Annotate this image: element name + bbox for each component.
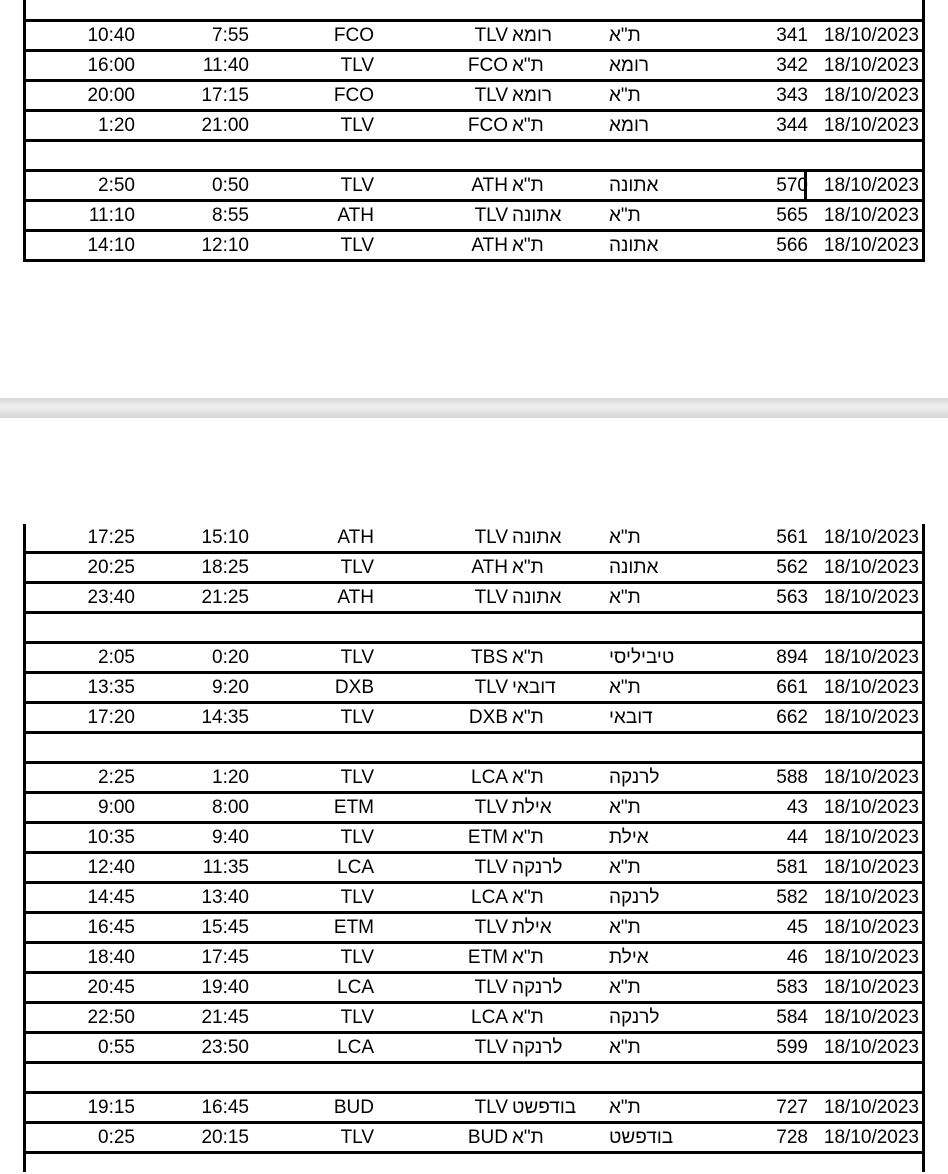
destination-code-cell: TLV — [340, 767, 374, 788]
departure-time-cell: 14:35 — [201, 707, 249, 728]
flight-number-cell: 599 — [776, 1037, 808, 1058]
destination-hebrew-cell: ת"א — [512, 557, 544, 578]
arrival-time-cell: 14:10 — [87, 235, 135, 256]
flight-date-cell: 18/10/2023 — [823, 917, 919, 938]
departure-time-cell: 17:45 — [201, 947, 249, 968]
origin-code-cell: FCO — [467, 55, 508, 76]
flight-number-cell: 342 — [776, 55, 808, 76]
flight-number-cell: 45 — [786, 917, 808, 938]
origin-code-cell: TBS — [471, 647, 508, 668]
destination-code-cell: TLV — [340, 707, 374, 728]
destination-code-cell: TLV — [340, 887, 374, 908]
flight-number-cell: 43 — [786, 797, 808, 818]
destination-code-cell: LCA — [337, 857, 374, 878]
destination-hebrew-cell: ת"א — [512, 115, 544, 136]
flight-number-cell: 341 — [776, 25, 808, 46]
table-row — [26, 644, 922, 674]
departure-time-cell: 11:40 — [202, 55, 249, 76]
document-page-2 — [0, 418, 948, 1174]
flight-date-cell: 18/10/2023 — [823, 85, 919, 106]
flight-number-cell: 343 — [776, 85, 808, 106]
destination-code-cell: LCA — [337, 1037, 374, 1058]
table-row — [26, 554, 922, 584]
flight-date-cell: 18/10/2023 — [823, 857, 919, 878]
destination-code-cell: BUD — [333, 1097, 374, 1118]
flight-date-cell: 18/10/2023 — [823, 205, 919, 226]
flight-date-cell: 18/10/2023 — [823, 1127, 919, 1148]
destination-hebrew-cell: ת"א — [512, 767, 544, 788]
origin-hebrew-cell: ת"א — [609, 917, 641, 938]
origin-hebrew-cell: טיביליסי — [609, 647, 675, 668]
table-row — [26, 172, 922, 202]
flight-date-cell: 18/10/2023 — [823, 1097, 919, 1118]
destination-code-cell: ATH — [337, 587, 374, 608]
flight-schedule-table-page-1 — [23, 0, 925, 262]
departure-time-cell: 8:00 — [212, 797, 249, 818]
origin-code-cell: TLV — [474, 205, 508, 226]
arrival-time-cell: 10:40 — [87, 25, 135, 46]
destination-code-cell: DXB — [334, 677, 374, 698]
origin-hebrew-cell: אתונה — [609, 175, 659, 196]
origin-code-cell: TLV — [474, 917, 508, 938]
destination-hebrew-cell: לרנקה — [512, 857, 563, 878]
departure-time-cell: 15:10 — [201, 527, 249, 548]
flight-date-cell: 18/10/2023 — [823, 767, 919, 788]
origin-code-cell: ATH — [471, 235, 508, 256]
origin-hebrew-cell: ת"א — [609, 587, 641, 608]
flight-number-cell: 46 — [786, 947, 808, 968]
arrival-time-cell: 14:45 — [87, 887, 135, 908]
table-row-spacer — [26, 1154, 922, 1172]
arrival-time-cell: 16:00 — [87, 55, 135, 76]
origin-hebrew-cell: ת"א — [609, 677, 641, 698]
flight-date-cell: 18/10/2023 — [823, 557, 919, 578]
flight-number-cell: 727 — [776, 1097, 808, 1118]
departure-time-cell: 0:50 — [212, 175, 249, 196]
table-row — [26, 82, 922, 112]
origin-code-cell: BUD — [467, 1127, 508, 1148]
origin-code-cell: LCA — [471, 767, 508, 788]
origin-hebrew-cell: ת"א — [609, 205, 641, 226]
destination-hebrew-cell: רומא — [512, 85, 553, 106]
departure-time-cell: 7:55 — [212, 25, 249, 46]
origin-hebrew-cell: לרנקה — [609, 1007, 660, 1028]
departure-time-cell: 23:50 — [201, 1037, 249, 1058]
destination-code-cell: LCA — [337, 977, 374, 998]
arrival-time-cell: 13:35 — [87, 677, 135, 698]
destination-hebrew-cell: ת"א — [512, 1127, 544, 1148]
arrival-time-cell: 0:55 — [98, 1037, 135, 1058]
destination-hebrew-cell: ת"א — [512, 827, 544, 848]
departure-time-cell: 16:45 — [201, 1097, 249, 1118]
arrival-time-cell: 0:25 — [98, 1127, 135, 1148]
table-row — [26, 22, 922, 52]
table-row-spacer — [26, 142, 922, 172]
flight-date-cell: 18/10/2023 — [823, 55, 919, 76]
origin-code-cell: TLV — [474, 1037, 508, 1058]
origin-hebrew-cell: ת"א — [609, 977, 641, 998]
flight-date-cell: 18/10/2023 — [823, 947, 919, 968]
arrival-time-cell: 23:40 — [87, 587, 135, 608]
flight-number-cell: 584 — [776, 1007, 808, 1028]
origin-code-cell: TLV — [474, 677, 508, 698]
flight-date-cell: 18/10/2023 — [823, 1007, 919, 1028]
flight-number-cell: 44 — [786, 827, 808, 848]
departure-time-cell: 21:45 — [201, 1007, 249, 1028]
arrival-time-cell: 20:00 — [87, 85, 135, 106]
destination-hebrew-cell: בודפשט — [512, 1097, 577, 1118]
destination-hebrew-cell: ת"א — [512, 947, 544, 968]
departure-time-cell: 18:25 — [201, 557, 249, 578]
destination-hebrew-cell: אתונה — [512, 205, 562, 226]
flight-date-cell: 18/10/2023 — [823, 647, 919, 668]
destination-code-cell: TLV — [340, 235, 374, 256]
origin-hebrew-cell: ת"א — [609, 85, 641, 106]
table-row-spacer — [26, 734, 922, 764]
table-row — [26, 854, 922, 884]
table-row-spacer — [26, 1064, 922, 1094]
table-row — [26, 824, 922, 854]
flight-number-cell: 562 — [776, 557, 808, 578]
flight-number-cell: 582 — [776, 887, 808, 908]
departure-time-cell: 17:15 — [201, 85, 249, 106]
origin-code-cell: FCO — [467, 115, 508, 136]
origin-hebrew-cell: אתונה — [609, 557, 659, 578]
table-row — [26, 704, 922, 734]
arrival-time-cell: 18:40 — [87, 947, 135, 968]
origin-hebrew-cell: בודפשט — [609, 1127, 674, 1148]
table-row — [26, 232, 922, 262]
destination-hebrew-cell: ת"א — [512, 707, 544, 728]
destination-code-cell: TLV — [340, 55, 374, 76]
flight-date-cell: 18/10/2023 — [823, 977, 919, 998]
arrival-time-cell: 9:00 — [98, 797, 135, 818]
origin-hebrew-cell: ת"א — [609, 797, 641, 818]
departure-time-cell: 20:15 — [201, 1127, 249, 1148]
flight-number-cell: 662 — [776, 707, 808, 728]
flight-date-cell: 18/10/2023 — [823, 115, 919, 136]
origin-code-cell: TLV — [474, 797, 508, 818]
flight-date-cell: 18/10/2023 — [823, 1037, 919, 1058]
destination-code-cell: TLV — [340, 1007, 374, 1028]
destination-hebrew-cell: דובאי — [512, 677, 556, 698]
arrival-time-cell: 19:15 — [87, 1097, 135, 1118]
table-row — [26, 914, 922, 944]
origin-code-cell: DXB — [468, 707, 508, 728]
flight-number-cell: 344 — [776, 115, 808, 136]
destination-hebrew-cell: ת"א — [512, 887, 544, 908]
flight-date-cell: 18/10/2023 — [823, 887, 919, 908]
flight-date-cell: 18/10/2023 — [823, 587, 919, 608]
origin-hebrew-cell: רומא — [609, 55, 650, 76]
table-row — [26, 884, 922, 914]
flight-number-cell: 570 — [776, 175, 808, 196]
table-row — [26, 1034, 922, 1064]
flight-number-cell: 661 — [776, 677, 808, 698]
destination-code-cell: ETM — [333, 797, 374, 818]
destination-code-cell: TLV — [340, 175, 374, 196]
origin-hebrew-cell: ת"א — [609, 857, 641, 878]
destination-hebrew-cell: ת"א — [512, 235, 544, 256]
departure-time-cell: 19:40 — [201, 977, 249, 998]
destination-code-cell: TLV — [340, 115, 374, 136]
departure-time-cell: 13:40 — [201, 887, 249, 908]
flight-number-cell: 581 — [776, 857, 808, 878]
flight-date-cell: 18/10/2023 — [804, 172, 919, 199]
table-row — [26, 1124, 922, 1154]
arrival-time-cell: 2:50 — [98, 175, 135, 196]
origin-code-cell: TLV — [474, 857, 508, 878]
destination-code-cell: TLV — [340, 947, 374, 968]
origin-hebrew-cell: אילת — [609, 947, 649, 968]
table-row — [26, 764, 922, 794]
departure-time-cell: 9:20 — [212, 677, 249, 698]
departure-time-cell: 11:35 — [202, 857, 249, 878]
departure-time-cell: 12:10 — [201, 235, 249, 256]
destination-hebrew-cell: לרנקה — [512, 977, 563, 998]
table-row — [26, 794, 922, 824]
table-row — [26, 52, 922, 82]
destination-code-cell: TLV — [340, 827, 374, 848]
origin-code-cell: LCA — [471, 887, 508, 908]
destination-hebrew-cell: אתונה — [512, 587, 562, 608]
destination-hebrew-cell: ת"א — [512, 1007, 544, 1028]
table-row — [26, 112, 922, 142]
table-row-spacer — [26, 0, 922, 22]
table-row-spacer — [26, 614, 922, 644]
destination-hebrew-cell: ת"א — [512, 55, 544, 76]
flight-number-cell: 563 — [776, 587, 808, 608]
origin-code-cell: TLV — [474, 587, 508, 608]
origin-hebrew-cell: ת"א — [609, 1037, 641, 1058]
origin-code-cell: TLV — [474, 1097, 508, 1118]
destination-code-cell: FCO — [333, 25, 374, 46]
table-row — [26, 584, 922, 614]
destination-code-cell: ETM — [333, 917, 374, 938]
origin-hebrew-cell: ת"א — [609, 1097, 641, 1118]
arrival-time-cell: 20:25 — [87, 557, 135, 578]
flight-date-cell: 18/10/2023 — [823, 827, 919, 848]
table-row — [26, 944, 922, 974]
arrival-time-cell: 22:50 — [87, 1007, 135, 1028]
document-page-1 — [0, 0, 948, 400]
departure-time-cell: 21:25 — [201, 587, 249, 608]
destination-hebrew-cell: רומא — [512, 25, 553, 46]
origin-code-cell: TLV — [474, 527, 508, 548]
departure-time-cell: 21:00 — [201, 115, 249, 136]
arrival-time-cell: 16:45 — [87, 917, 135, 938]
flight-date-cell: 18/10/2023 — [823, 707, 919, 728]
arrival-time-cell: 2:05 — [98, 647, 135, 668]
arrival-time-cell: 20:45 — [87, 977, 135, 998]
flight-number-cell: 583 — [776, 977, 808, 998]
departure-time-cell: 15:45 — [201, 917, 249, 938]
flight-date-cell: 18/10/2023 — [823, 235, 919, 256]
origin-hebrew-cell: לרנקה — [609, 767, 660, 788]
destination-hebrew-cell: אילת — [512, 797, 552, 818]
departure-time-cell: 1:20 — [212, 767, 249, 788]
table-row — [26, 974, 922, 1004]
table-row — [26, 1004, 922, 1034]
origin-hebrew-cell: אילת — [609, 827, 649, 848]
origin-hebrew-cell: ת"א — [609, 25, 641, 46]
origin-hebrew-cell: רומא — [609, 115, 650, 136]
table-row — [26, 674, 922, 704]
destination-hebrew-cell: ת"א — [512, 175, 544, 196]
flight-number-cell: 561 — [776, 527, 808, 548]
origin-code-cell: ATH — [471, 557, 508, 578]
destination-hebrew-cell: לרנקה — [512, 1037, 563, 1058]
origin-code-cell: ETM — [467, 947, 508, 968]
origin-hebrew-cell: אתונה — [609, 235, 659, 256]
departure-time-cell: 0:20 — [212, 647, 249, 668]
departure-time-cell: 8:55 — [212, 205, 249, 226]
destination-hebrew-cell: ת"א — [512, 647, 544, 668]
destination-code-cell: ATH — [337, 205, 374, 226]
destination-hebrew-cell: אתונה — [512, 527, 562, 548]
table-row — [26, 1094, 922, 1124]
arrival-time-cell: 11:10 — [88, 205, 135, 226]
table-row — [26, 202, 922, 232]
arrival-time-cell: 2:25 — [98, 767, 135, 788]
destination-code-cell: ATH — [337, 527, 374, 548]
arrival-time-cell: 17:25 — [87, 527, 135, 548]
destination-code-cell: TLV — [340, 647, 374, 668]
destination-code-cell: FCO — [333, 85, 374, 106]
flight-schedule-table-page-2 — [23, 524, 925, 1172]
origin-code-cell: ETM — [467, 827, 508, 848]
flight-number-cell: 894 — [776, 647, 808, 668]
destination-code-cell: TLV — [340, 1127, 374, 1148]
destination-hebrew-cell: אילת — [512, 917, 552, 938]
flight-date-cell: 18/10/2023 — [823, 527, 919, 548]
departure-time-cell: 9:40 — [212, 827, 249, 848]
flight-number-cell: 565 — [776, 205, 808, 226]
arrival-time-cell: 12:40 — [87, 857, 135, 878]
page-gap — [0, 398, 948, 420]
origin-code-cell: TLV — [474, 85, 508, 106]
table-row — [26, 524, 922, 554]
flight-date-cell: 18/10/2023 — [823, 677, 919, 698]
destination-code-cell: TLV — [340, 557, 374, 578]
arrival-time-cell: 10:35 — [87, 827, 135, 848]
origin-code-cell: ATH — [471, 175, 508, 196]
origin-hebrew-cell: ת"א — [609, 527, 641, 548]
origin-code-cell: TLV — [474, 977, 508, 998]
origin-code-cell: LCA — [471, 1007, 508, 1028]
flight-date-cell: 18/10/2023 — [823, 25, 919, 46]
flight-number-cell: 588 — [776, 767, 808, 788]
origin-code-cell: TLV — [474, 25, 508, 46]
arrival-time-cell: 1:20 — [98, 115, 135, 136]
flight-number-cell: 728 — [776, 1127, 808, 1148]
origin-hebrew-cell: דובאי — [609, 707, 653, 728]
arrival-time-cell: 17:20 — [87, 707, 135, 728]
flight-date-cell: 18/10/2023 — [823, 797, 919, 818]
flight-number-cell: 566 — [776, 235, 808, 256]
origin-hebrew-cell: לרנקה — [609, 887, 660, 908]
